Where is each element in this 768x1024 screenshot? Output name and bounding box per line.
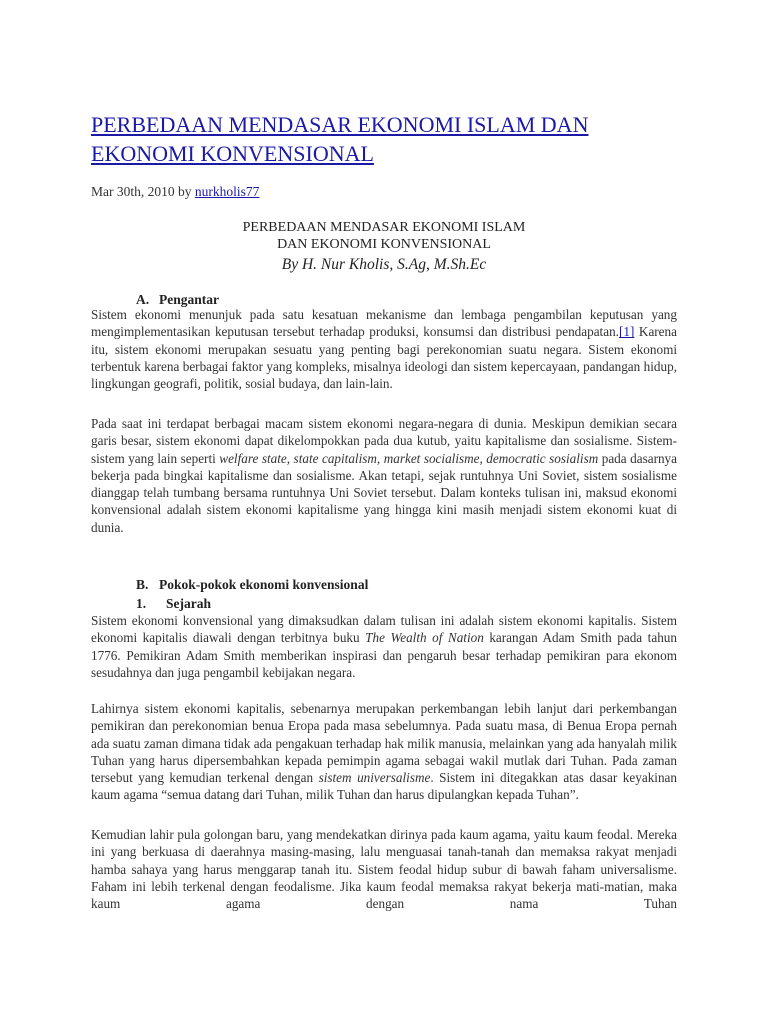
author-byline: By H. Nur Kholis, S.Ag, M.Sh.Ec <box>281 256 487 273</box>
paragraph-text: Lahirnya sistem ekonomi kapitalis, sebenarnya merupakan perkembangan lebih lanjut dari perkembangan pemikiran dan perekonomian benua Eropa pada masa sebelumnya. Pada suatu masa, di Benua Eropa pernah ada suatu zaman dimana tidak ada pengakuan terhadap hak milik manusia, melainkan yang ada hanyalah milik Tuhan yang harus dipersembahkan kepada pemimpin agama sebagai wakil mutlak dari Tuhan. Pada zaman tersebut yang kemudian terkenal dengan <box>91 701 677 786</box>
section-b-paragraph-1 <box>91 612 677 681</box>
section-a-paragraph-2 <box>91 415 677 536</box>
section-b-paragraph-2 <box>91 700 677 804</box>
post-meta <box>91 183 259 201</box>
footnote-link[interactable]: [1] <box>618 324 635 340</box>
section-a-paragraph-1 <box>91 306 677 392</box>
book-title: The Wealth of Nation <box>365 630 484 646</box>
section-b-paragraph-3: Kemudian lahir pula golongan baru, yang mendekatkan dirinya pada kaum agama, yaitu kaum feodal. Mereka ini yang berkuasa di daerahnya masing-masing, lalu menguasai tanah-tanah dan memaksa rakyat menjadi hamba sahaya yang harus menggarap tanah itu. Sistem feodal hidup subur di bawah faham universalisme. Faham ini lebih terkenal dengan feodalisme. Jika kaum feodal memaksa rakyat bekerja mati-matian, maka kaum agama dengan nama Tuhan <box>91 827 677 912</box>
article-title-link[interactable]: PERBEDAAN MENDASAR EKONOMI ISLAM DAN EKONOMI KONVENSIONAL <box>91 112 589 166</box>
post-date: Mar 30th, 2010 by <box>91 184 195 199</box>
subsection-1-title: Sejarah <box>166 596 211 611</box>
paragraph-text: Sistem ekonomi konvensional yang dimaksudkan dalam tulisan ini adalah sistem ekonomi kapitalis. Sistem ekonomi kapitalis diawali dengan terbitnya buku <box>91 613 677 646</box>
section-b-title: Pokok-pokok ekonomi konvensional <box>159 577 369 592</box>
section-a-title: Pengantar <box>159 292 219 307</box>
paragraph-text: . Sistem ini ditegakkan atas dasar keyakinan kaum agama “semua datang dari Tuhan, milik Tuhan dan harus dipulangkan kepada Tuhan”. <box>91 770 677 803</box>
paragraph-text: Sistem ekonomi menunjuk pada satu kesatuan mekanisme dan lembaga pengambilan keputusan yang mengimplementasikan keputusan tersebut terhadap produksi, konsumsi dan distribusi pendapatan. <box>91 307 677 340</box>
paragraph-text: Karena itu, sistem ekonomi merupakan sesuatu yang penting bagi perekonomian suatu negara. Sistem ekonomi terbentuk karena berbagai faktor yang kompleks, misalnya ideologi dan sistem kepercayaan, pandangan hidup, lingkungan geografi, politik, sosial budaya, dan lain-lain. <box>91 324 677 392</box>
subsection-1-marker: 1. <box>136 596 147 611</box>
italic-term: sistem universalisme <box>318 770 431 786</box>
section-b-heading <box>136 577 368 593</box>
paragraph-text: karangan Adam Smith pada tahun 1776. Pemikiran Adam Smith memberikan inspirasi dan pengaruh besar terhadap pemikiran para ekonom sesudahnya dan juga pengambil kebijakan negara. <box>91 630 677 680</box>
author-link[interactable]: nurkholis77 <box>194 184 260 199</box>
section-a-marker: A. <box>136 292 150 307</box>
subsection-1-heading <box>136 596 211 612</box>
section-b-marker: B. <box>136 577 149 592</box>
document-heading-line-2: DAN EKONOMI KONVENSIONAL <box>277 237 491 252</box>
paragraph-text: pada dasarnya bekerja pada bingkai kapitalisme dan sosialisme. Akan tetapi, sejak runtuhnya Uni Soviet, sistem sosialisme dianggap telah tumbang bersama runtuhnya Uni Soviet tersebut. Dalam konteks tulisan ini, maksud ekonomi konvensional adalah sistem ekonomi kapitalisme yang hingga kini masih menjadi sistem ekonomi kuat di dunia. <box>91 450 677 535</box>
paragraph-text: Pada saat ini terdapat berbagai macam sistem ekonomi negara-negara di dunia. Meskipun demikian secara garis besar, sistem ekonomi dapat dikelompokkan pada dua kutub, yaitu kapitalisme dan sosialisme. Sistem-sistem yang lain seperti <box>91 416 677 466</box>
document-heading <box>91 219 677 253</box>
document-heading-line-1: PERBEDAAN MENDASAR EKONOMI ISLAM <box>242 220 526 235</box>
italic-terms: welfare state, state capitalism, market socialisme, democratic sosialism <box>219 450 599 466</box>
